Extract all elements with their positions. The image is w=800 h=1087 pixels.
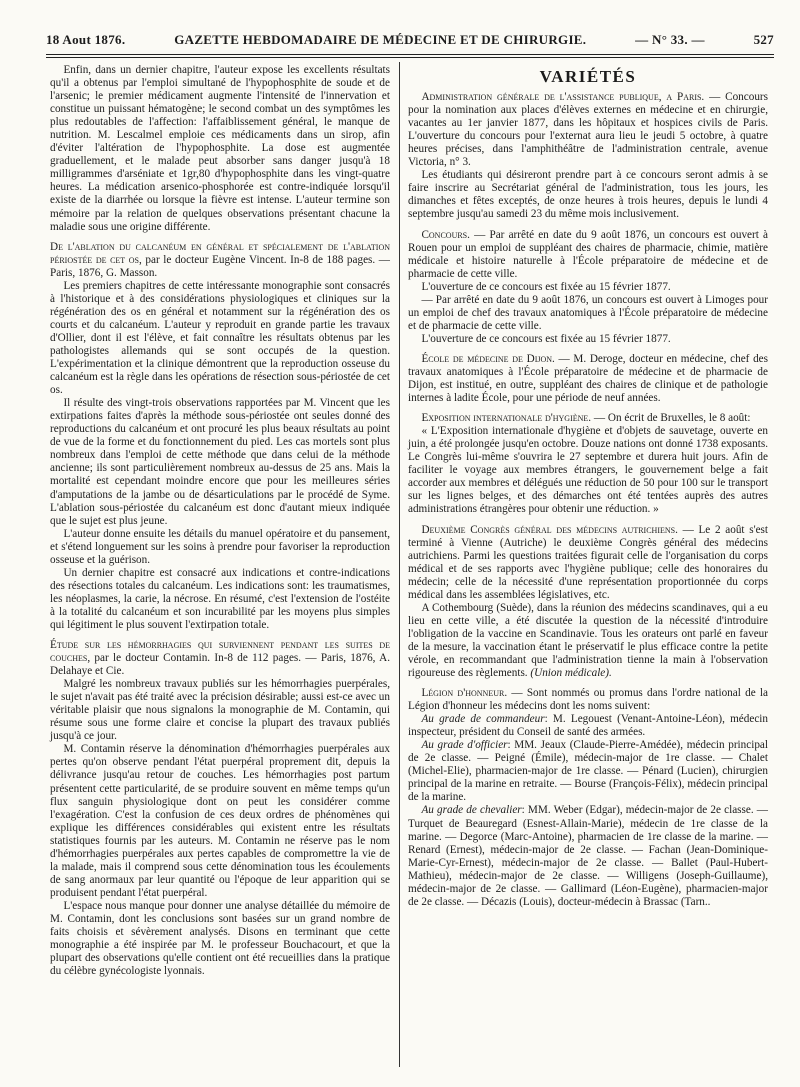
review-contamin-heading xyxy=(50,639,390,678)
review-contamin-paragraph-1: Malgré les nombreux travaux publiés sur les hémorrhagies puerpérales, le sujet n'avait pas été traité avec la précision désirable; aussi est-ce avec un véritable plaisir que nous signalons la monographie de M. Contamin, qui résume sous une forme claire et concise la plupart des travaux publiés jusqu'à ce jour. xyxy=(50,678,390,743)
congres-text: — Le 2 août s'est terminé à Vienne (Autriche) le deuxième Congrès général des médecins autrichiens. Parmi les questions traitées figurait celle de l'organisation du corps médical et de ses rapports avec l'hygiène publique; celle des honoraires du médecin; celle de la nécessité d'une représentation proportionnée du corps médical dans les assemblées législatives, etc. xyxy=(408,523,769,601)
running-header xyxy=(46,32,774,52)
concours-rouen-date: L'ouverture de ce concours est fixée au 15 février 1877. xyxy=(421,280,671,293)
header-rule-thin xyxy=(46,57,774,58)
review-vincent-paragraph-1: Les premiers chapitres de cette intéressante monographie sont consacrés à l'historique et à des considérations physiologiques et cliniques sur la régénération des os en général et notamment sur la régénération des os courts et du calcanéum. L'auteur y reproduit en grande partie les travaux d'Ollier, dont il est l'élève, et fait connaître les résultats obtenus par les pathologistes allemands qui se sont occupés de la question. L'expérimentation et la clinique démontrent que la reproduction osseuse du calcanéum est la règle dans les opérations de résection sous-périostée de cet os. xyxy=(50,279,390,397)
grade-officier-text: : MM. Jeaux (Claude-Pierre-Amédée), médecin principal de 2e classe. — Peigné (Émile), médecin-major de 1re classe. — Chalet (Michel-Elie), pharmacien-major de 1re classe. — Pénard (Lucien), chirurgien principal de la marine en retraite. — Bourse (François-Félix), médecin principal de la marine. xyxy=(408,739,768,804)
review-lescalmel-conclusion: Enfin, dans un dernier chapitre, l'auteur expose les excellents résultats qu'il a obtenus par l'emploi simultané de l'hypophosphite de soude et de l'arsenic; le premier médicament augmente l'intensité de l'innervation et constitue un puissant hématogène; le second combat un des symptômes les plus redoutables de l'affection: l'affaiblissement général, le manque de nutrition. M. Lescalmel emploie ces médicaments dans un sirop, afin d'éviter l'altération de l'hypophosphite. La dose est augmentée graduellement, et le malade peut absorber sans danger jusqu'à 18 milligrammes d'arséniate et 1gr,80 d'hypophosphite dans les vingt-quatre heures. La médication arsenico-phosphorée est contre-indiquée lorsqu'il existe de la diarrhée ou lorsque la fièvre est intense. L'auteur termine son mémoire par la relation de quelques observations présentant chacune la maladie sous une origine différente. xyxy=(50,64,390,233)
grade-chevalier xyxy=(408,804,768,908)
exposition-heading: Exposition internationale d'hygiène. xyxy=(421,412,592,425)
concours-heading: Concours. xyxy=(421,228,470,241)
grade-officier xyxy=(408,739,768,804)
exposition-quote: « L'Exposition internationale d'hygiène et d'objets de sauvetage, ouverte en juin, a été prolongée jusqu'en octobre. Douze nations ont donné 1738 exposants. Le Congrès lui-même s'ouvrira le 27 septembre et durera huit jours. Afin de faciliter le voyage aux membres étrangers, le gouvernement belge a fait accorder aux membres et délégués une réduction de 50 pour 100 sur le transport sur les lignes belges, et des démarches ont été tentées auprès des autres administrations étrangères pour obtenir une réduction. » xyxy=(408,425,768,516)
concours-text: — Par arrêté en date du 9 août 1876, un concours est ouvert à Rouen pour un emploi de suppléant des chaires de pharmacie, chimie, matière médicale et histoire naturelle à l'École préparatoire de médecine et de pharmacie de cette ville. xyxy=(408,228,768,280)
legion-honneur-heading: Légion d'honneur. xyxy=(421,687,508,700)
congres-item xyxy=(408,524,768,602)
concours-item xyxy=(408,229,768,281)
grade-chevalier-label: Au grade de chevalier xyxy=(421,804,522,817)
review-contamin-title: Étude sur les hémorrhagies qui surviennent pendant les suites de couches, xyxy=(50,639,390,665)
left-column xyxy=(50,64,390,978)
right-column xyxy=(408,64,768,909)
concours-limoges-date: L'ouverture de ce concours est fixée au 15 février 1877. xyxy=(421,332,671,345)
column-divider xyxy=(399,62,400,1067)
grade-commandeur-label: Au grade de commandeur xyxy=(421,713,545,726)
assistance-publique-text: — Concours pour la nomination aux places d'élèves externes en médecine et en chirurgie, vacantes au 1er janvier 1877, dans les hôpitaux et hospices civils de Paris. L'ouverture du concours pour l'externat aura lieu le jeudi 5 octobre, à quatre heures précises, dans l'amphithéâtre de l'administration centrale, avenue Victoria, n° 3. xyxy=(408,91,768,169)
section-title-varietes: VARIÉTÉS xyxy=(539,67,637,86)
grade-officier-label: Au grade d'officier xyxy=(421,739,508,752)
review-vincent-paragraph-3: L'auteur donne ensuite les détails du manuel opératoire et du pansement, et s'étend longuement sur les soins à prendre pour favoriser la reproduction osseuse et la guérison. xyxy=(50,527,390,566)
review-vincent-paragraph-4: Un dernier chapitre est consacré aux indications et contre-indications des résections totales du calcanéum. Les indications sont: les traumatismes, les néoplasmes, la carie, la nécrose. En résumé, c'est l'extension de l'ostéite à la totalité du calcanéum et son incurabilité par les moyens plus simples qui légitiment le plus souvent l'extirpation totale. xyxy=(50,566,390,631)
header-page-number: 527 xyxy=(753,32,774,47)
dijon-text: — M. Deroge, docteur en médecine, chef des travaux anatomiques à l'École préparatoire de médecine et de pharmacie de Dijon, est institué, en outre, suppléant des chaires de clinique et de pathologie internes à ladite École, pour une période de neuf années. xyxy=(408,352,768,405)
grade-commandeur xyxy=(408,713,768,739)
review-vincent-paragraph-2: Il résulte des vingt-trois observations rapportées par M. Vincent que les extirpations faites d'après la méthode sous-périostée ont seules donné des reproductions du calcanéum et ont procuré les plus beaux résultats au point de vue de la forme et du fonctionnement du pied. Les cas mortels sont plus nombreux dans l'emploi de cette méthode que dans celui de la méthode ancienne; ils sont particulièrement nombreux au-dessus de 25 ans. Mais la mortalité est cependant moindre encore que pour les meilleures séries d'amputations de la jambe ou de désarticulations par le procédé de Syme. L'ablation sous-périostée du calcanéum est donc d'autant mieux indiquée que le sujet est plus jeune. xyxy=(50,397,390,527)
assistance-publique-paragraph-2: Les étudiants qui désireront prendre part à ce concours seront admis à se faire inscrire au Secrétariat général de l'administration, tous les jours, les dimanches et fêtes exceptés, de onze heures à trois heures, depuis le lundi 4 septembre jusqu'au samedi 23 du même mois inclusivement. xyxy=(408,169,768,221)
cothembourg-paragraph xyxy=(408,602,768,680)
header-date: 18 Aout 1876. xyxy=(46,32,126,47)
dijon-heading: École de médecine de Dijon. xyxy=(421,352,555,365)
header-journal-title: GAZETTE HEBDOMADAIRE DE MÉDECINE ET DE CHIRURGIE. xyxy=(174,32,587,47)
review-vincent-title: De l'ablation du calcanéum en général et spécialement de l'ablation périostée de cet os, xyxy=(50,240,390,266)
grade-commandeur-text: : M. Legouest (Venant-Antoine-Léon), médecin inspecteur, président du Conseil de santé des armées. xyxy=(408,713,768,739)
review-vincent-heading xyxy=(50,241,390,280)
header-rule xyxy=(46,54,774,55)
grade-chevalier-text: : MM. Weber (Edgar), médecin-major de 2e classe. — Turquet de Beauregard (Esnest-Allain-Marie), médecin de 1re classe de la marine. — Degorce (Marc-Antoine), pharmacien de 1re classe de la marine. — Renard (Ernest), médecin-major de 2e classe. — Fachan (Jean-Dominique-Marie-Cyr-Ernest), médecin-major de 2e classe. — Ballet (Paul-Hubert-Mathieu), médecin-major de 2e classe. — Willigens (Joseph-Guillaume), médecin-major de 2e classe. — Gallimard (Léon-Eugène), pharmacien-major de 2e classe. — Décazis (Louis), docteur-médecin à Brassac (Tarn.. xyxy=(408,804,768,908)
assistance-publique-item xyxy=(408,91,768,169)
review-contamin-paragraph-3: L'espace nous manque pour donner une analyse détaillée du mémoire de M. Contamin, dont les conclusions sont basées sur un grand nombre de faits choisis et sévèrement analysés. Disons en terminant que cette monographie a été inspirée par M. le professeur Bouchacourt, et que la plupart des observations qu'elle contient ont été recueillies dans la pratique du célèbre gynécologiste lyonnais. xyxy=(50,899,390,978)
legion-honneur-text: — Sont nommés ou promus dans l'ordre national de la Légion d'honneur les médecins dont les noms suivent: xyxy=(408,687,768,713)
union-medicale-source: (Union médicale). xyxy=(530,667,612,680)
concours-limoges: — Par arrêté en date du 9 août 1876, un concours est ouvert à Limoges pour un emploi de chef des travaux anatomiques à l'École préparatoire de médecine et de pharmacie de cette ville. xyxy=(408,293,768,332)
cothembourg-text: A Cothembourg (Suède), dans la réunion des médecins scandinaves, qui a eu lieu en cette ville, a été discutée la question de la nécessité d'introduire l'obligation de la vaccine en Scandinavie. Tous les orateurs ont parlé en faveur de la mesure, la vaccination étant le préservatif le plus efficace contre la petite vérole, en recommandant que l'administration tienne la main à l'observation rigoureuse des règlements. xyxy=(408,601,768,680)
review-vincent-reference: par le docteur Eugène Vincent. In-8 de 188 pages. — Paris, 1876, G. Masson. xyxy=(50,253,390,279)
review-contamin-paragraph-2: M. Contamin réserve la dénomination d'hémorrhagies puerpérales aux pertes qu'on observe pendant l'état puerpéral proprement dit, depuis la délivrance jusqu'au retour de couches. Les hémorrhagies post partum présentent cette particularité, de se produire souvent en même temps qu'un flux sanguin physiologique dont on peut les considérer comme l'exagération. C'est la confusion de ces deux ordres de phénomènes qui explique les différences considérables qui existent entre les résultats statistiques fournis par les auteurs. M. Contamin ne réserve pas le nom d'hémorrhagies puerpérales aux pertes capables de compromettre la vie de la malade, mais il comprend sous cette dénomination tous les écoulements de sang anormaux par leur quantité ou l'époque de leur apparition qui se produisent pendant l'état puerpéral. xyxy=(50,743,390,899)
header-issue-number: — N° 33. — xyxy=(635,32,705,47)
review-contamin-reference: par le docteur Contamin. In-8 de 112 pages. — Paris, 1876, A. Delahaye et Cie. xyxy=(50,652,390,678)
exposition-item xyxy=(408,412,768,425)
congres-heading: Deuxième Congrès général des médecins autrichiens. xyxy=(421,523,678,536)
exposition-text: — On écrit de Bruxelles, le 8 août: xyxy=(591,412,751,425)
dijon-item xyxy=(408,353,768,405)
assistance-publique-heading: Administration générale de l'assistance publique, a Paris. xyxy=(421,91,705,104)
legion-honneur-item xyxy=(408,687,768,713)
